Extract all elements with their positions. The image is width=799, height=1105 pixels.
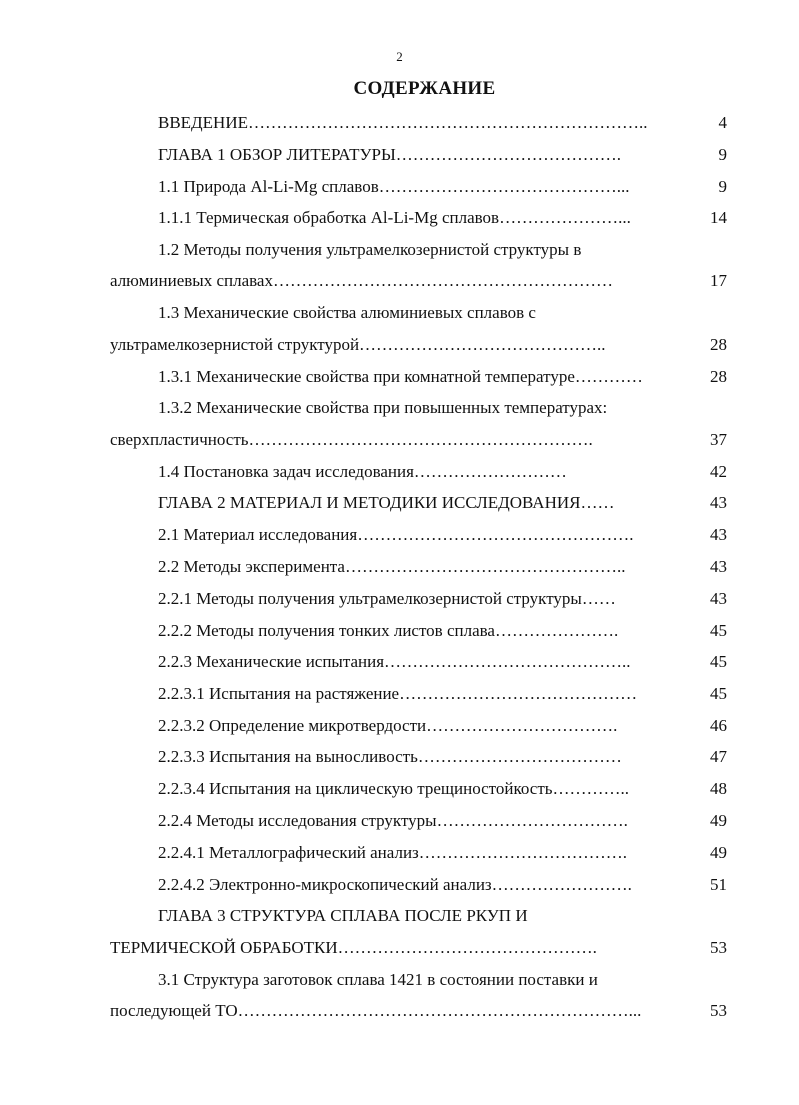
toc-entry-text: 2.2.4.1 Металлографический анализ………………………………. <box>158 843 628 862</box>
toc-entry-page: 43 <box>710 525 727 544</box>
toc-entry-text: последующей ТО……………………………………………………………... <box>110 1001 642 1020</box>
toc-entry-text: 2.2 Методы эксперимента………………………………………….. <box>158 557 626 576</box>
toc-entry-text: 2.2.2 Методы получения тонких листов сплава…………………. <box>158 621 619 640</box>
toc-entry-page: 51 <box>710 875 727 894</box>
toc-entry-text: 2.2.4.2 Электронно-микроскопический анализ……………………. <box>158 875 632 894</box>
toc-entry-text: 2.2.1 Методы получения ультрамелкозернистой структуры…… <box>158 589 616 608</box>
toc-entry-page: 28 <box>710 367 727 386</box>
toc-entry-text: 2.2.3.4 Испытания на циклическую трещиностойкость………….. <box>158 779 630 798</box>
toc-entry-text: 2.1 Материал исследования…………………………………………. <box>158 525 634 544</box>
toc-entry-text: 2.2.3.3 Испытания на выносливость……………………………… <box>158 747 622 766</box>
toc-entry-page: 43 <box>710 493 727 512</box>
toc-entry-page: 28 <box>710 335 727 354</box>
toc-entry-text: 1.3.1 Механические свойства при комнатной температуре………… <box>158 367 643 386</box>
toc-entry-text: ГЛАВА 2 МАТЕРИАЛ И МЕТОДИКИ ИССЛЕДОВАНИЯ…… <box>158 493 615 512</box>
toc-entry-text: алюминиевых сплавах…………………………………………………… <box>110 271 613 290</box>
toc-entry-text: 1.3 Механические свойства алюминиевых сплавов с <box>158 303 536 322</box>
toc-entry-page: 46 <box>710 716 727 735</box>
toc-entry-text: 2.2.3.2 Определение микротвердости……………………………. <box>158 716 618 735</box>
toc-entry-page: 14 <box>710 208 727 227</box>
toc-entry-text: ГЛАВА 1 ОБЗОР ЛИТЕРАТУРЫ…………………………………. <box>158 145 622 164</box>
toc-entry-text: 2.2.4 Методы исследования структуры……………………………. <box>158 811 628 830</box>
toc-entry-page: 48 <box>710 779 727 798</box>
toc-entry-page: 53 <box>710 938 727 957</box>
toc-entry-text: 1.1 Природа Al-Li-Mg сплавов……………………………………... <box>158 177 630 196</box>
toc-entry-text: 1.1.1 Термическая обработка Al-Li-Mg сплавов…………………... <box>158 208 631 227</box>
toc-entry-text: 1.3.2 Механические свойства при повышенных температурах: <box>158 398 608 417</box>
toc-entry-text: ультрамелкозернистой структурой…………………………………….. <box>110 335 606 354</box>
toc-entry-text: ГЛАВА 3 СТРУКТУРА СПЛАВА ПОСЛЕ РКУП И <box>158 906 528 925</box>
toc-entry-page: 45 <box>710 652 727 671</box>
toc-entry-page: 43 <box>710 589 727 608</box>
toc-entry-page: 42 <box>710 462 727 481</box>
toc-entry-text: ВВЕДЕНИЕ…………………………………………………………….. <box>158 113 648 132</box>
toc-title: СОДЕРЖАНИЕ <box>353 78 496 99</box>
toc-entry-page: 9 <box>718 145 727 164</box>
toc-entry-page: 4 <box>718 113 727 132</box>
toc-entry-page: 49 <box>710 811 727 830</box>
toc-entry-page: 9 <box>718 177 727 196</box>
toc-entry-text: 3.1 Структура заготовок сплава 1421 в состоянии поставки и <box>158 970 598 989</box>
page-number: 2 <box>396 49 403 64</box>
toc-entry-page: 45 <box>710 621 727 640</box>
toc-entry-text: 1.4 Постановка задач исследования……………………… <box>158 462 567 481</box>
toc-entry-text: ТЕРМИЧЕСКОЙ ОБРАБОТКИ………………………………………. <box>110 938 597 957</box>
toc-entry-page: 45 <box>710 684 727 703</box>
toc-entry-page: 37 <box>710 430 727 449</box>
toc-entry-text: сверхпластичность……………………………………………………. <box>110 430 593 449</box>
toc-entry-page: 53 <box>710 1001 727 1020</box>
toc-entry-page: 49 <box>710 843 727 862</box>
toc-entry-page: 43 <box>710 557 727 576</box>
toc-entry-page: 17 <box>710 271 727 290</box>
toc-entry-text: 1.2 Методы получения ультрамелкозернистой структуры в <box>158 240 582 259</box>
toc-entry-text: 2.2.3.1 Испытания на растяжение…………………………………… <box>158 684 638 703</box>
toc-entry-text: 2.2.3 Механические испытания…………………………………….. <box>158 652 631 671</box>
toc-entry-page: 47 <box>710 747 727 766</box>
